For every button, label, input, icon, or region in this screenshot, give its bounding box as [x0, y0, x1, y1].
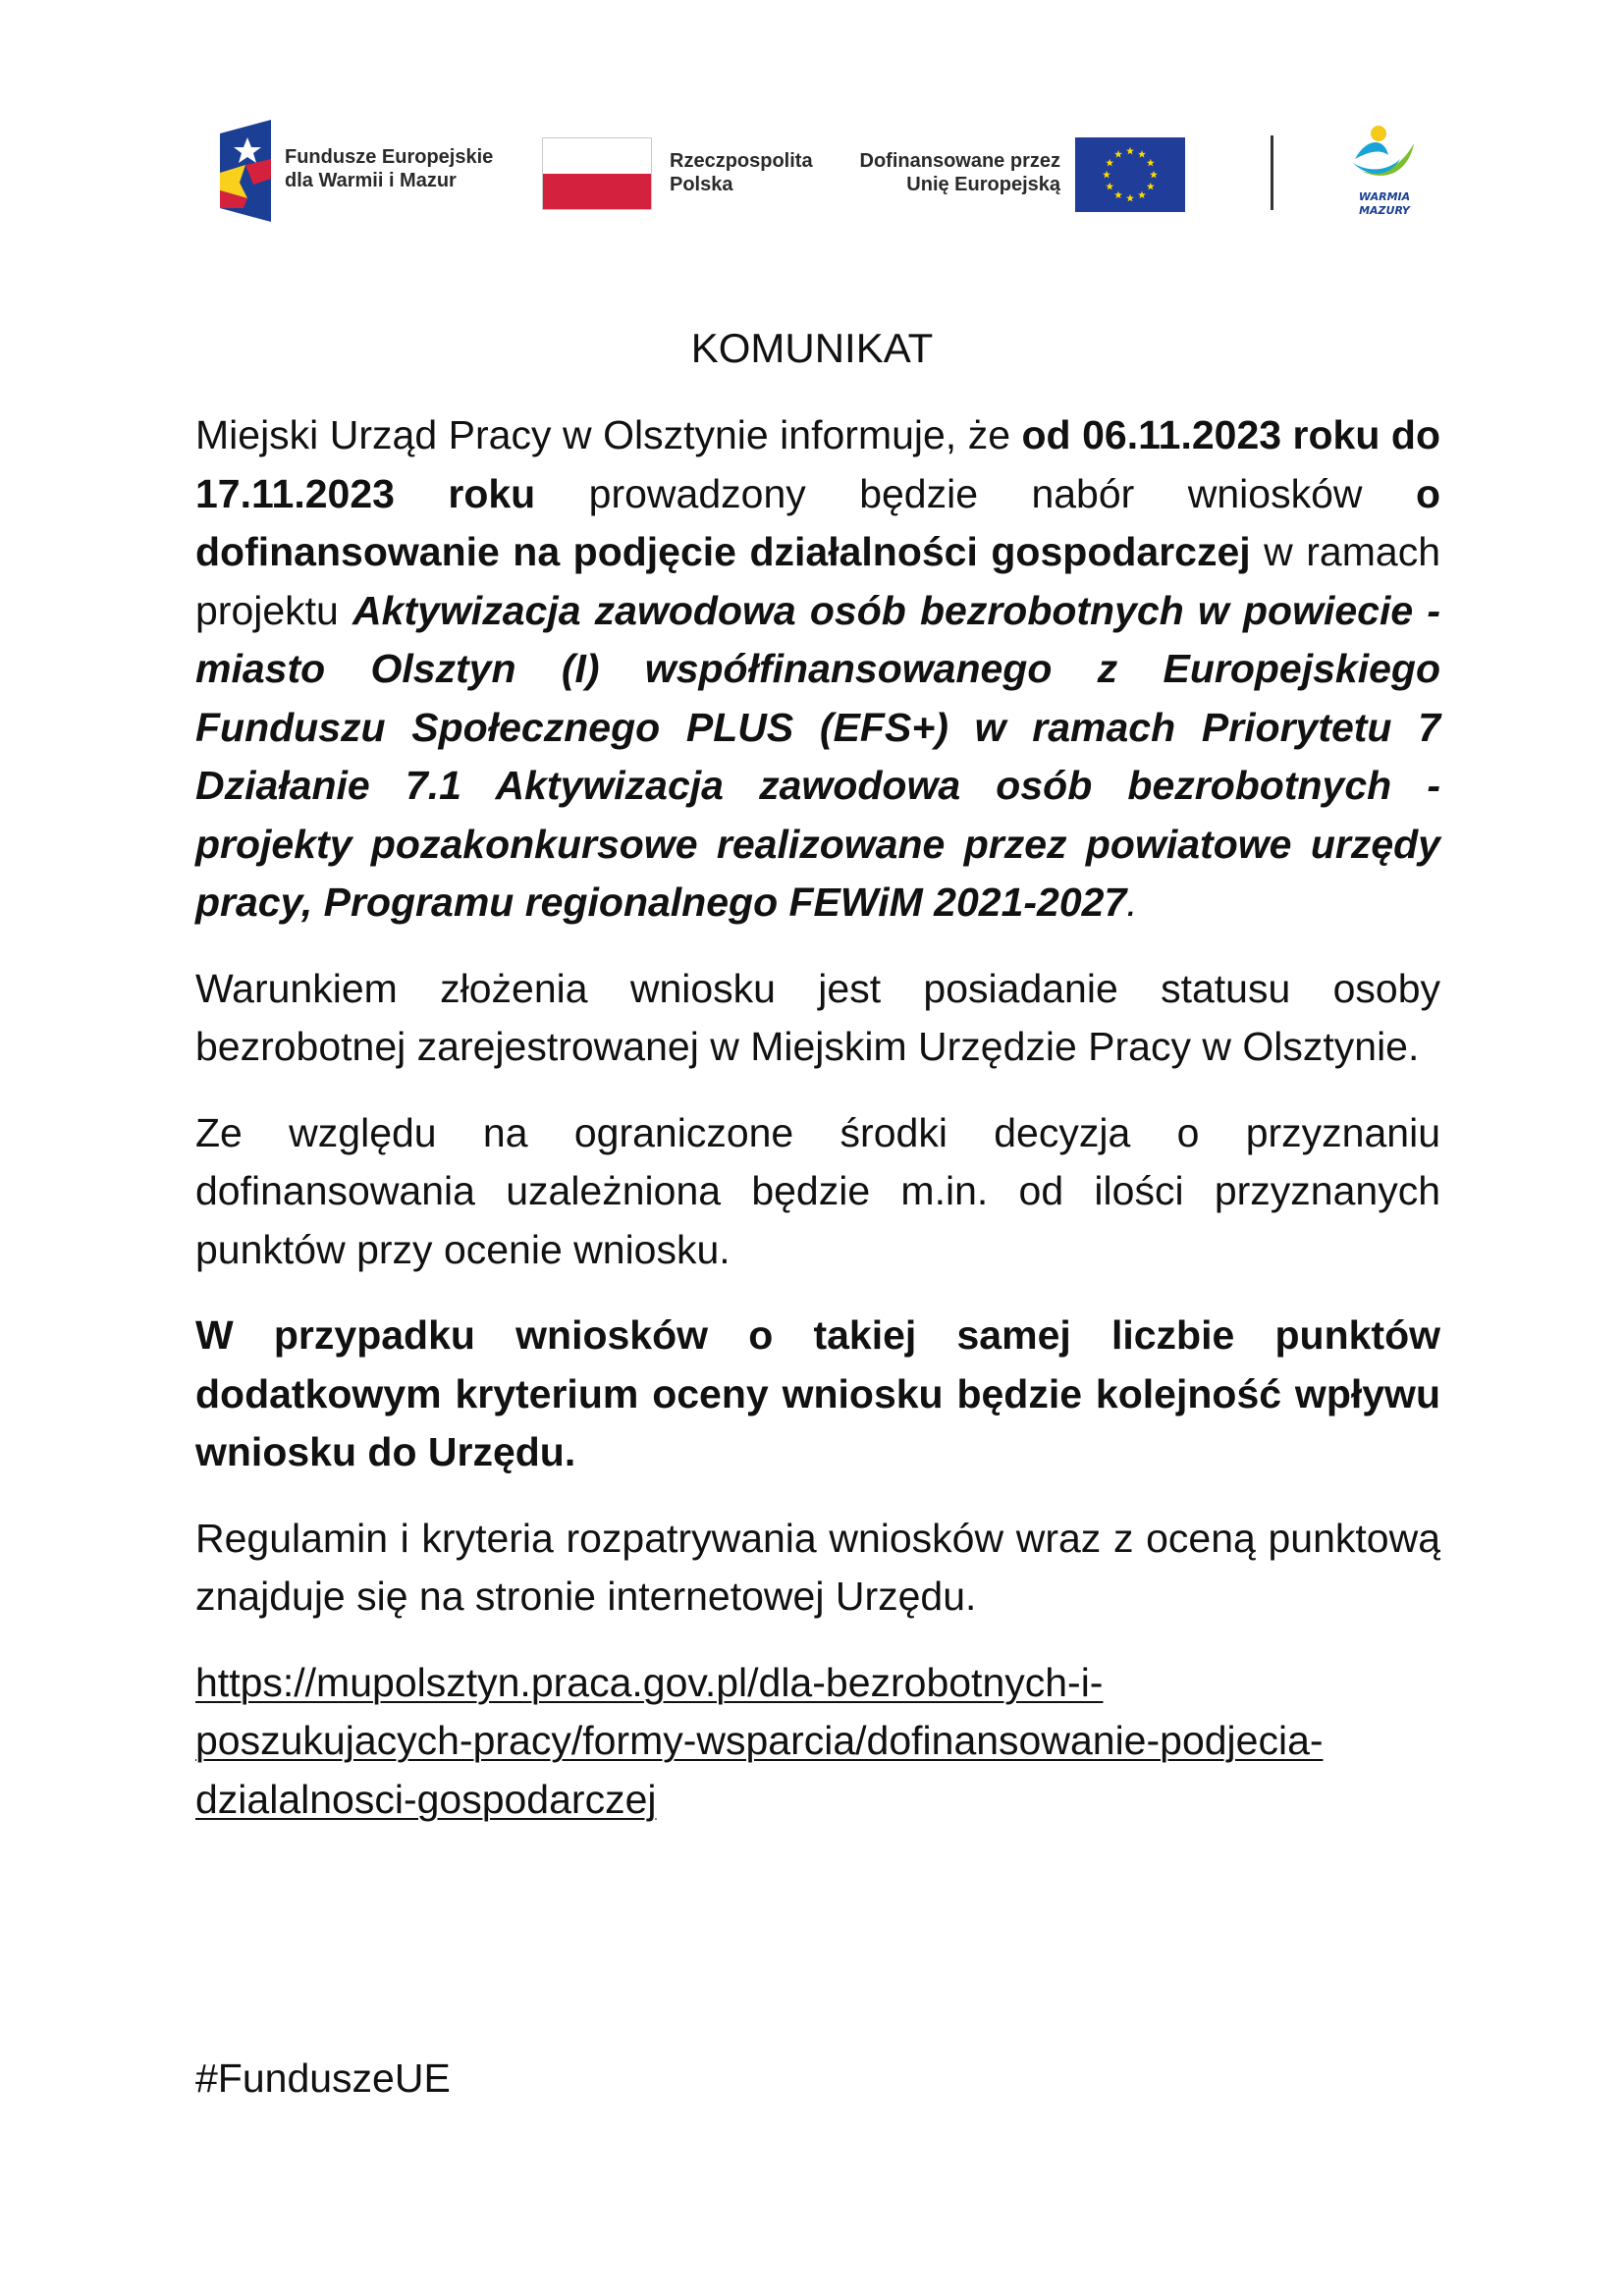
fundusze-europejskie-icon: [218, 120, 273, 222]
pl-logo-line2: Polska: [670, 174, 733, 195]
wm-logo-line1: WARMIA: [1358, 190, 1411, 203]
page-title: KOMUNIKAT: [690, 325, 934, 371]
regulations-link-block: [195, 1654, 1440, 1830]
hashtag: #FunduszeUE: [195, 2056, 451, 2101]
intro-text-2: prowadzony będzie nabór wniosków: [535, 470, 1416, 516]
announcement-body: [195, 406, 1440, 1829]
project-name: Aktywizacja zawodowa osób bezrobotnych w powiecie - miasto Olsztyn (I) współfinansowanego z Europejskiego Funduszu Społecznego PLUS (EFS+) w ramach Priorytetu 7 Działanie 7.1 Aktywizacja zawodowa osób bezrobotnych - projekty pozakonkursowe realizowane przez powiatowe urzędy pracy, Programu regionalnego FEWiM 2021-2027: [195, 587, 1440, 925]
fundusze-europejskie-logo: [218, 120, 513, 222]
link-line-3: dzialalnosci-gospodarczej: [195, 1776, 657, 1822]
fe-logo-line1: Fundusze Europejskie: [285, 146, 494, 168]
intro-dates: od 06.11.2023 roku do 17.11.2023 roku: [195, 412, 1440, 516]
link-line-1: https://mupolsztyn.praca.gov.pl/dla-bezrobotnych-i-: [195, 1659, 1104, 1705]
paragraph-condition: Warunkiem złożenia wniosku jest posiadanie statusu osoby bezrobotnej zarejestrowanej w Miejskim Urzędzie Pracy w Olsztynie.: [195, 965, 1440, 1069]
eu-cofinanced-logo: [854, 137, 1208, 216]
warmia-mazury-logo: [1345, 120, 1424, 222]
paragraph-regulations: Regulamin i kryteria rozpatrywania wniosków wraz z oceną punktową znajduje się na stronie internetowej Urzędu.: [195, 1515, 1440, 1619]
project-name-end: .: [1126, 880, 1138, 925]
link-line-2: poszukujacych-pracy/formy-wsparcia/dofinansowanie-podjecia-: [195, 1718, 1324, 1763]
regulations-link[interactable]: [195, 1660, 1324, 1822]
paragraph-tiebreak: [195, 1307, 1440, 1482]
logo-divider: [1271, 135, 1273, 210]
eu-logo-line1: Dofinansowane przez: [859, 150, 1060, 172]
intro-text-3: w ramach projektu: [195, 529, 1440, 633]
paragraph-intro: [195, 406, 1440, 933]
eu-flag-icon: [1075, 137, 1185, 212]
warmia-mazury-icon: [1345, 120, 1424, 222]
intro-subject: o dofinansowanie na podjęcie działalności gospodarczej: [195, 470, 1440, 574]
tiebreak-text: W przypadku wniosków o takiej samej liczbie punktów dodatkowym kryterium oceny wniosku będzie kolejność wpływu wniosku do Urzędu.: [195, 1312, 1440, 1474]
eu-logo-line2: Unię Europejską: [906, 174, 1060, 195]
wm-logo-line2: MAZURY: [1359, 204, 1410, 217]
pl-logo-line1: Rzeczpospolita: [670, 150, 813, 172]
intro-text-1: Miejski Urząd Pracy w Olsztynie informuje, że: [195, 412, 1022, 457]
logo-strip: [218, 120, 1435, 222]
fe-logo-line2: dla Warmii i Mazur: [285, 170, 457, 191]
polish-flag-icon: [542, 137, 652, 210]
paragraph-funds: Ze względu na ograniczone środki decyzja o przyznaniu dofinansowania uzależniona będzie m.in. od ilości przyznanych punktów przy ocenie wniosku.: [195, 1109, 1440, 1272]
rzeczpospolita-polska-logo: [542, 137, 837, 216]
